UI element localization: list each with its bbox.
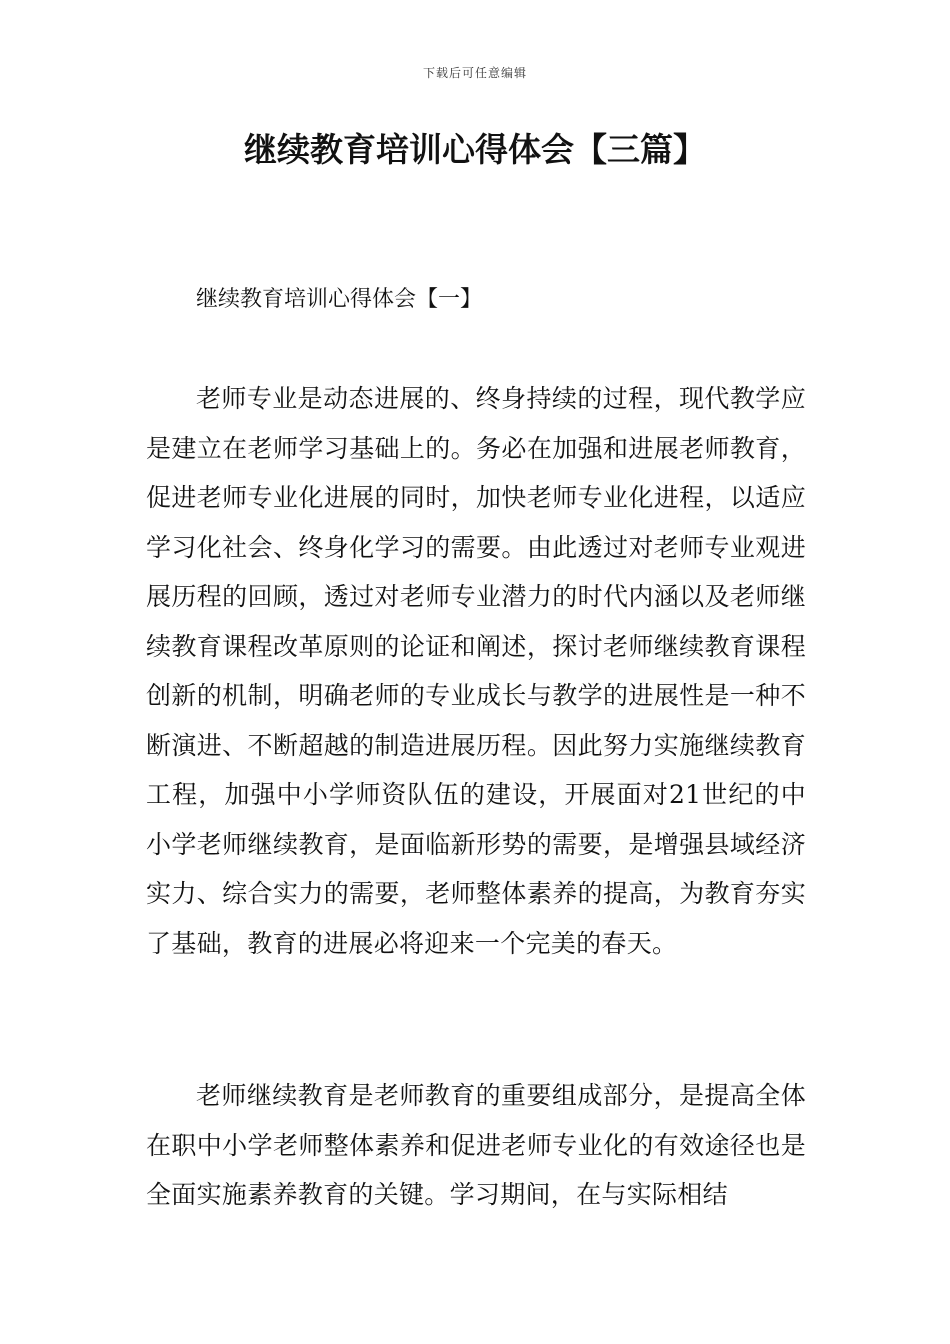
header-note: 下载后可任意编辑 [422, 66, 527, 80]
document-title: 继续教育培训心得体会【三篇】 [244, 130, 706, 169]
section-heading: 继续教育培训心得体会【一】 [196, 287, 483, 312]
body-paragraph: 老师专业是动态进展的、终身持续的过程，现代教学应是建立在老师学习基础上的。务必在加强和进展老师教育，促进老师专业化进展的同时，加快老师专业化进程，以适应学习化社会、终身化学习的需要。由此透过对老师专业观进展历程的回顾，透过对老师专业潜力的时代内涵以及老师继续教育课程改革原则的论证和阐述，探讨老师继续教育课程创新的机制，明确老师的专业成长与教学的进展性是一种不断演进、不断超越的制造进展历程。因此努力实施继续教育工程，加强中小学师资队伍的建设，开展面对21世纪的中小学老师继续教育，是面临新形势的需要，是增强县域经济实力、综合实力的需要，老师整体素养的提高，为教育夯实了基础，教育的进展必将迎来一个完美的春天。 [146, 384, 806, 958]
body-paragraph: 老师继续教育是老师教育的重要组成部分，是提高全体在职中小学老师整体素养和促进老师专业化的有效途径也是全面实施素养教育的关键。学习期间，在与实际相结 [146, 1081, 806, 1209]
